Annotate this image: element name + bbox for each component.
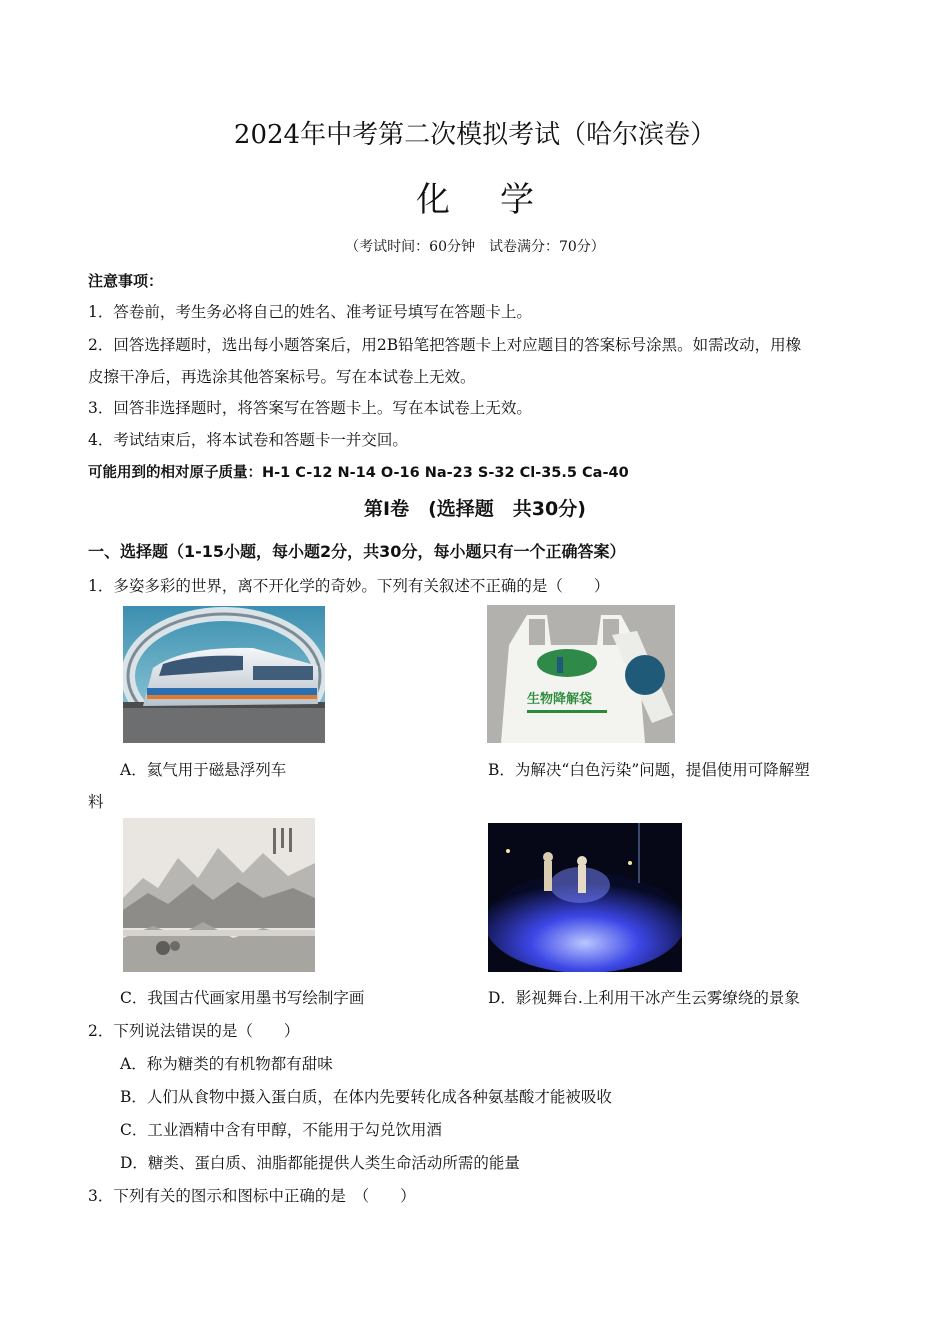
exam-time-info: （考试时间：60分钟 试卷满分：70分） [345, 239, 605, 255]
stage-fog-image [488, 823, 682, 972]
question-2-option-a: A．称为糖类的有机物都有甜味 [120, 1055, 333, 1073]
ink-painting-image [123, 818, 315, 972]
part-title: 一、选择题（1-15小题，每小题2分，共30分，每小题只有一个正确答案） [88, 542, 626, 561]
question-1-stem: 1．多姿多彩的世界，离不开化学的奇妙。下列有关叙述不正确的是（ ） [88, 577, 610, 595]
section-heading: 第Ⅰ卷 (选择题 共30分) [364, 498, 586, 520]
note-item-1: 1．答卷前，考生务必将自己的姓名、准考证号填写在答题卡上。 [88, 303, 532, 321]
question-2-stem: 2．下列说法错误的是（ ） [88, 1022, 300, 1040]
biodegradable-bag-image [487, 605, 675, 743]
question-1-option-c: C．我国古代画家用墨书写绘制字画 [120, 989, 365, 1007]
question-3-stem: 3．下列有关的图示和图标中正确的是 （ ） [88, 1187, 416, 1205]
question-1-option-d: D．影视舞台.上利用干冰产生云雾缭绕的景象 [488, 989, 800, 1007]
exam-title: 2024年中考第二次模拟考试（哈尔滨卷） [233, 120, 717, 150]
question-2-option-c: C．工业酒精中含有甲醇，不能用于勾兑饮用酒 [120, 1121, 442, 1139]
question-2-option-d: D．糖类、蛋白质、油脂都能提供人类生命活动所需的能量 [120, 1154, 520, 1172]
note-item-3: 3．回答非选择题时，将答案写在答题卡上。写在本试卷上无效。 [88, 399, 532, 417]
question-1-option-b-line-2: 料 [88, 793, 104, 811]
notes-heading: 注意事项： [88, 272, 164, 290]
maglev-train-image [123, 606, 325, 743]
note-item-4: 4．考试结束后，将本试卷和答题卡一并交回。 [88, 431, 408, 449]
bag-label: 生物降解袋 [527, 692, 593, 707]
question-1-option-a: A．氦气用于磁悬浮列车 [120, 761, 287, 779]
note-item-2-line-1: 2．回答选择题时，选出每小题答案后，用2B铅笔把答题卡上对应题目的答案标号涂黑。如需改动，用橡 [88, 336, 802, 354]
note-item-2-line-2: 皮擦干净后，再选涂其他答案标号。写在本试卷上无效。 [88, 368, 476, 386]
question-1-option-b-line-1: B．为解决“白色污染”问题，提倡使用可降解塑 [488, 761, 810, 779]
subject-title: 化学 [416, 180, 584, 220]
question-2-option-b: B．人们从食物中摄入蛋白质，在体内先要转化成各种氨基酸才能被吸收 [120, 1088, 612, 1106]
atomic-masses: 可能用到的相对原子质量：H-1 C-12 N-14 O-16 Na-23 S-32 Cl-35.5 Ca-40 [88, 465, 629, 481]
